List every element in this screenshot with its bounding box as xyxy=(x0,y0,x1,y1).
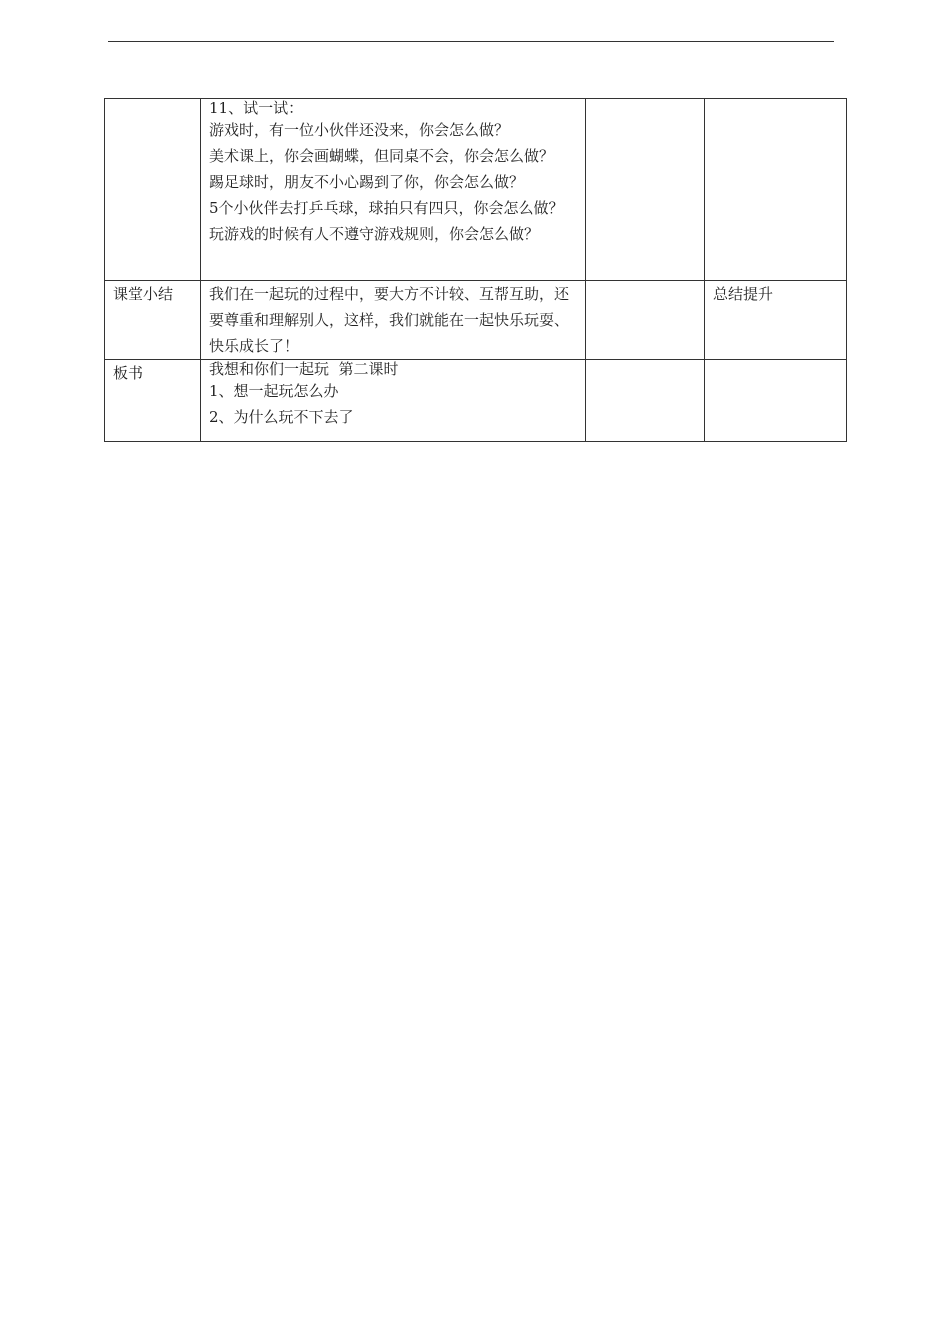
lesson-plan-table xyxy=(104,98,847,442)
summary-content-cell xyxy=(201,281,586,360)
content-line: 我想和你们一起玩 第二课时 xyxy=(209,360,399,378)
content-line: 11、试一试： xyxy=(209,99,304,117)
summary-text: 我们在一起玩的过程中，要大方不计较、互帮互助，还要尊重和理解别人，这样，我们就能在一起快乐玩耍、快乐成长了！ xyxy=(209,285,570,355)
content-line: 玩游戏的时候有人不遵守游戏规则，你会怎么做？ xyxy=(209,225,540,243)
content-line: 美术课上，你会画蝴蝶，但同桌不会，你会怎么做？ xyxy=(209,147,555,165)
row-label-cell: 板书 xyxy=(105,360,201,442)
table-row xyxy=(105,360,847,442)
row-label-cell xyxy=(105,99,201,281)
row-label-cell: 课堂小结 xyxy=(105,281,201,360)
header-rule xyxy=(108,41,834,42)
blackboard-content-cell xyxy=(201,360,586,442)
empty-cell xyxy=(705,99,847,281)
content-line: 5个小伙伴去打乒乓球，球拍只有四只，你会怎么做？ xyxy=(209,199,564,217)
empty-cell xyxy=(586,281,705,360)
content-line: 游戏时，有一位小伙伴还没来，你会怎么做？ xyxy=(209,121,510,139)
content-line: 踢足球时，朋友不小心踢到了你，你会怎么做？ xyxy=(209,173,525,191)
purpose-cell: 总结提升 xyxy=(705,281,847,360)
empty-cell xyxy=(586,99,705,281)
table-row xyxy=(105,99,847,281)
empty-cell xyxy=(586,360,705,442)
empty-cell xyxy=(705,360,847,442)
content-line: 2、为什么玩不下去了 xyxy=(209,408,354,426)
content-line: 1、想一起玩怎么办 xyxy=(209,382,339,400)
table-row xyxy=(105,281,847,360)
activity-content-cell xyxy=(201,99,586,281)
